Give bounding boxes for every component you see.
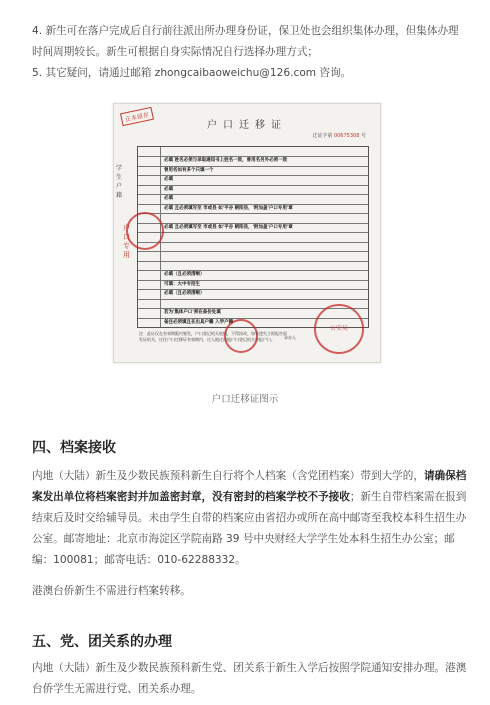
- step-5-paragraph: 5. 其它疑问，请通过邮箱 zhongcaibaoweichu@126.com 咨询。: [32, 67, 352, 79]
- certificate-row-value: 必填: [164, 196, 173, 202]
- certificate-title: 户口迁移证: [207, 120, 287, 131]
- round-seal-text: 公安局: [329, 325, 348, 332]
- certificate-row-label-cell: [138, 261, 161, 270]
- certificate-row-value: 可填：大中专招生: [164, 281, 200, 287]
- certificate-row-value: 必填（且必须清晰）: [164, 291, 205, 297]
- certificate-row-label-cell: [138, 147, 161, 156]
- certificate-row-label-cell: [138, 270, 161, 279]
- certificate-number-value: 00675308: [333, 133, 360, 139]
- certificate-row-label-cell: [138, 194, 161, 203]
- section-4-note: 港澳台侨新生不需进行档案转移。: [32, 585, 191, 597]
- copy-tag-stamp: 正本留存: [120, 107, 154, 126]
- certificate-row-label-cell: [138, 280, 161, 289]
- certificate-row-label-cell: [138, 251, 161, 260]
- certificate-number: 迁证字第 00675308 号: [312, 133, 366, 139]
- certificate-row-value: 必填 姓名必须与录取通知书上姓名一致，曾用名另外必须一致: [164, 158, 288, 164]
- household-migration-certificate-image: [113, 103, 381, 363]
- section-5-heading: 五、党、团关系的办理: [32, 634, 172, 650]
- certificate-row-value: 必填 且必须填写至 市或县 如'平谷 朝阳县，'附加盖'户口专用'章: [164, 205, 293, 211]
- step-4-paragraph: 4. 新生可在落户完成后自行前往派出所办理身份证，保卫处也会组织集体办理，但集体办理时间周期较长。新生可根据自身实际情况自行选择办理方式；: [32, 25, 459, 58]
- certificate-row-label-cell: [138, 166, 161, 175]
- section-4-heading: 四、档案接收: [32, 440, 116, 456]
- certificate-row-label-cell: [138, 156, 161, 165]
- certificate-side-red-stamp: 户口专用: [123, 224, 130, 259]
- certificate-footnote: 注：此证仅在有效期限内签发，户口登记机关收执，不得涂改。如有遗失立即报告原发证机关，迁往户口迁移证有效期内，迁入地迁出地户口登记机关申报户口。: [139, 331, 287, 342]
- certificate-row-value: 备注必须填且在出具户籍 入学户籍: [164, 319, 234, 325]
- sealed-archive-emphasis: 请确保档案发出单位将档案密封并加盖密封章，没有密封的档案学校不予接收: [32, 470, 467, 503]
- certificate-row-value: 曾用名如有多个只填一个: [164, 167, 214, 173]
- section-4-paragraph: 内地（大陆）新生及少数民族预科新生自行将个人档案（含党团档案）带到大学的，请确保档案发出单位将档案密封并加盖密封章，没有密封的档案学校不予接收；新生自带档案需在报到结束后及时交给辅导员。未由学生自带的档案应由省招办或所在高中邮寄至我校本科生招生办公室。邮寄地址：北京市海淀区学院南路 39 号中央财经大学学生处本科生招生办公室；邮编：100081；邮寄电话：010-62288332。: [32, 470, 467, 566]
- certificate-row-label-cell: [138, 308, 161, 317]
- certificate-row-label-cell: [138, 185, 161, 194]
- certificate-row-label-cell: [138, 175, 161, 184]
- certificate-row-label-cell: [138, 318, 161, 327]
- section-5-paragraph: 内地（大陆）新生及少数民族预科新生党、团关系于新生入学后按照学院通知安排办理。港澳台侨学生无需进行党、团关系办理。: [32, 662, 467, 695]
- certificate-side-label: 学生户籍: [116, 165, 123, 199]
- certificate-row-value: 必填（且必须清晰）: [164, 272, 205, 278]
- certificate-row-value: 必填 且必须填写至 市或县 如'平谷 朝阳县，'附加盖'户口专用'章: [164, 224, 293, 230]
- image-caption: 户口迁移证图示: [211, 394, 279, 405]
- certificate-row-value: 若为'集体户口'须在备份处填: [164, 310, 221, 316]
- certificate-row-value: 必填: [164, 186, 173, 192]
- certificate-form-grid: [137, 146, 369, 328]
- round-seal-right: [314, 304, 364, 354]
- certificate-row-label-cell: [138, 299, 161, 308]
- round-seal-left: [126, 212, 164, 250]
- certificate-signature-label: 承办人: [284, 335, 296, 340]
- certificate-row-value: 必填: [164, 177, 173, 183]
- certificate-row-label-cell: [138, 289, 161, 298]
